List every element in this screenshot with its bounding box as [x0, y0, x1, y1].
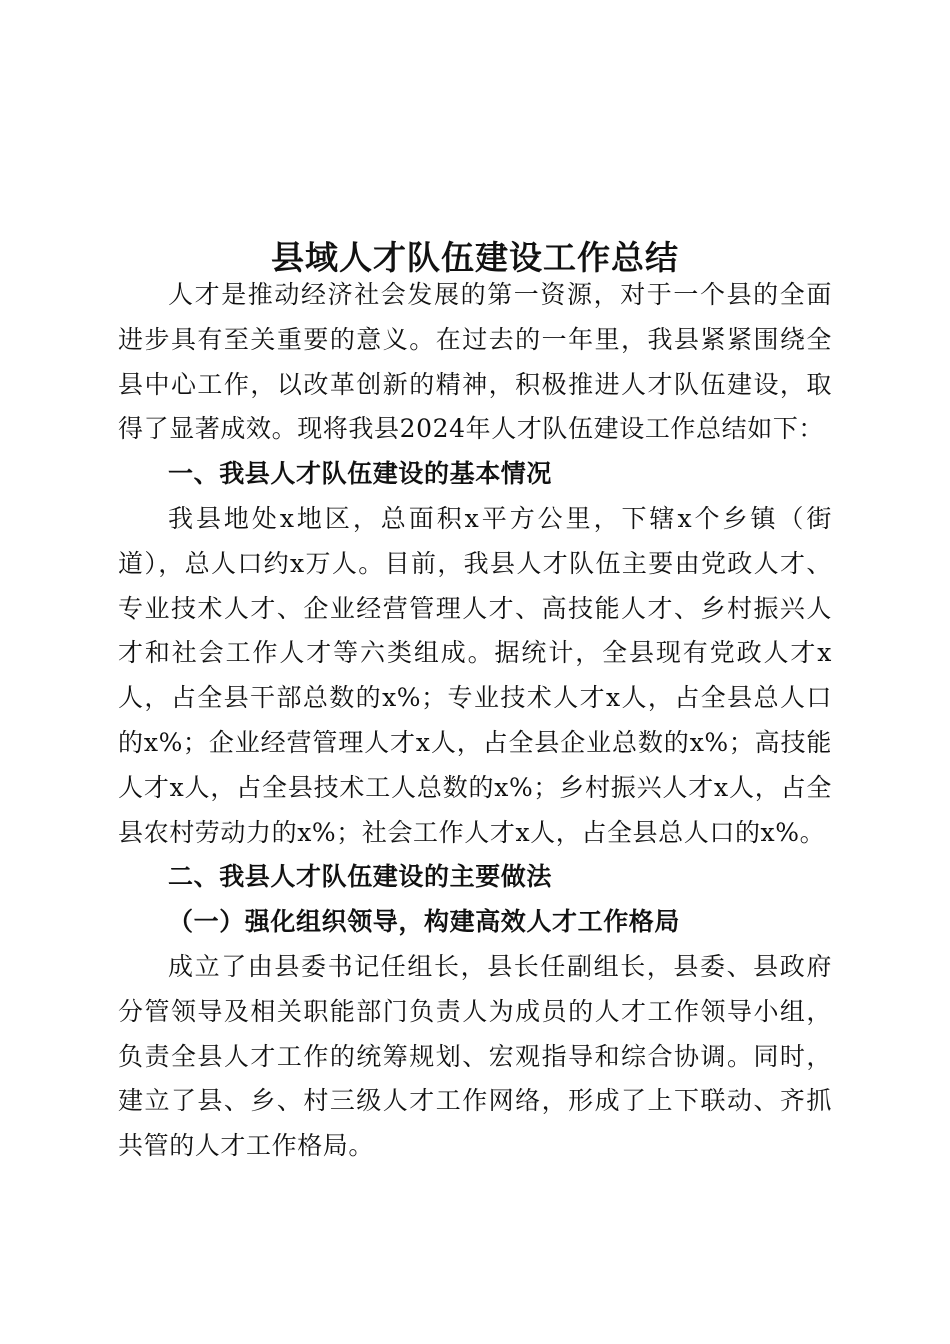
- document-title: 县域人才队伍建设工作总结: [271, 238, 679, 278]
- subsection-1-heading: （一）强化组织领导，构建高效人才工作格局: [168, 907, 681, 937]
- section-1-paragraph: 我县地处x地区，总面积x平方公里，下辖x个乡镇（街道），总人口约x万人。目前，我县人才队伍主要由党政人才、专业技术人才、企业经营管理人才、高技能人才、乡村振兴人才和社会工作人才等六类组成。据统计，全县现有党政人才x人，占全县干部总数的x%；专业技术人才x人，占全县总人口的x%；企业经营管理人才x人，占全县企业总数的x%；高技能人才x人，占全县技术工人总数的x%；乡村振兴人才x人，占全县农村劳动力的x%；社会工作人才x人，占全县总人口的x%。: [118, 503, 832, 847]
- subsection-1-paragraph: 成立了由县委书记任组长，县长任副组长，县委、县政府分管领导及相关职能部门负责人为成员的人才工作领导小组，负责全县人才工作的统筹规划、宏观指导和综合协调。同时，建立了县、乡、村三级人才工作网络，形成了上下联动、齐抓共管的人才工作格局。: [118, 951, 832, 1161]
- section-2-heading: 二、我县人才队伍建设的主要做法: [168, 862, 553, 892]
- document-body: [118, 273, 832, 1169]
- intro-paragraph: 人才是推动经济社会发展的第一资源，对于一个县的全面进步具有至关重要的意义。在过去的一年里，我县紧紧围绕全县中心工作，以改革创新的精神，积极推进人才队伍建设，取得了显著成效。现将我县2024年人才队伍建设工作总结如下：: [118, 280, 832, 444]
- section-1-heading: 一、我县人才队伍建设的基本情况: [168, 459, 553, 489]
